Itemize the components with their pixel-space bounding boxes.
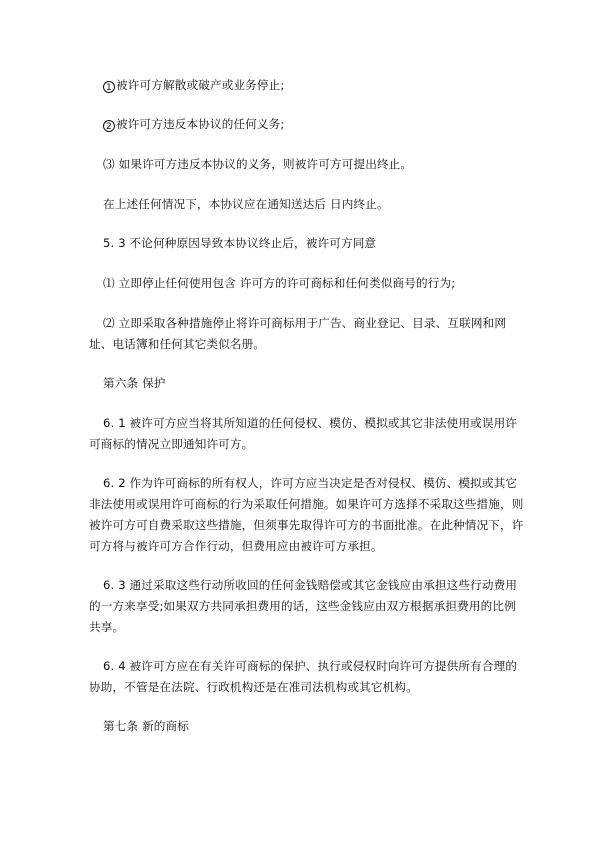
clause-item-1-text: 被许可方解散或破产或业务停止; <box>116 78 285 92</box>
section-6-1-line-1: 6. 1 被许可方应当将其所知道的任何侵权、模仿、模拟或其它非法使用或误用许 <box>103 416 518 430</box>
section-5-3: 5. 3 不论何种原因导致本协议终止后，被许可方同意 <box>103 236 377 250</box>
section-6-2-line-4: 可方将与被许可方合作行动，但费用应由被许可方承担。 <box>89 539 383 553</box>
circled-number-2: 2 <box>103 120 115 132</box>
list-item-cease-use: ⑴ 立即停止任何使用包含 许可方的许可商标和任何类似商号的行为; <box>103 276 456 290</box>
section-6-2-line-1: 6. 2 作为许可商标的所有权人，许可方应当决定是否对侵权、模仿、模拟或其它 <box>103 476 518 490</box>
section-6-3-line-3: 共享。 <box>89 620 125 634</box>
article-7-heading: 第七条 新的商标 <box>103 719 190 733</box>
clause-item-2-text: 被许可方违反本协议的任何义务; <box>116 117 285 131</box>
section-6-2-line-3: 被许可方可自费采取这些措施，但须事先取得许可方的书面批准。在此种情况下，许 <box>89 518 524 532</box>
list-item-measures-line-2: 址、电话簿和任何其它类似名册。 <box>89 337 266 351</box>
list-item-measures-line-1: ⑵ 立即采取各种措施停止将许可商标用于广告、商业登记、目录、互联网和网 <box>103 316 507 330</box>
termination-notice-paragraph: 在上述任何情况下，本协议应在通知送达后 日内终止。 <box>103 197 389 211</box>
article-6-heading: 第六条 保护 <box>103 376 166 390</box>
circled-number-1: 1 <box>103 81 115 93</box>
clause-item-2 <box>103 117 284 132</box>
clause-item-1 <box>103 78 284 93</box>
section-6-1-line-2: 可商标的情况立即通知许可方。 <box>89 437 254 451</box>
section-6-3-line-2: 的一方来享受;如果双方共同承担费用的话，这些金钱应由双方根据承担费用的比例 <box>89 599 516 613</box>
section-6-3-line-1: 6. 3 通过采取这些行动所收回的任何金钱赔偿或其它金钱应由承担这些行动费用 <box>103 578 518 592</box>
section-6-4-line-1: 6. 4 被许可方应在有关许可商标的保护、执行或侵权时向许可方提供所有合理的 <box>103 659 518 673</box>
section-6-2-line-2: 非法使用或误用许可商标的行为采取任何措施。如果许可方选择不采取这些措施，则 <box>89 497 524 511</box>
section-6-4-line-2: 协助，不管是在法院、行政机构还是在准司法机构或其它机构。 <box>89 680 418 694</box>
clause-item-3: ⑶ 如果许可方违反本协议的义务，则被许可方可提出终止。 <box>103 157 413 171</box>
